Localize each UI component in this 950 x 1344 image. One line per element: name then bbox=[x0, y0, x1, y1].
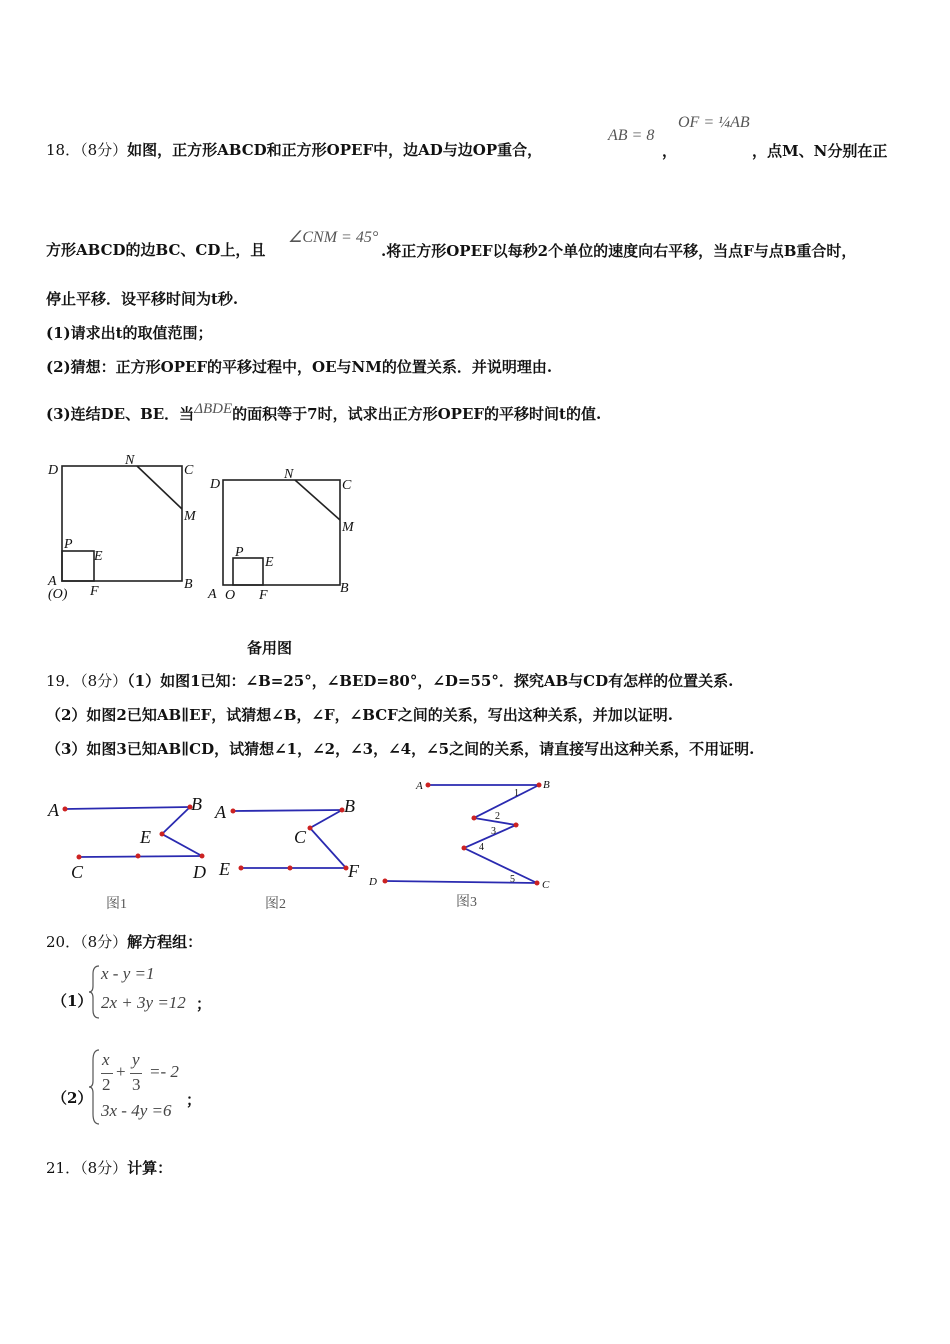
label-e2: E bbox=[265, 555, 274, 570]
q19-number: 19．（8分） bbox=[46, 672, 128, 690]
q21-number: 21．（8分） bbox=[46, 1159, 128, 1177]
label-p2: P bbox=[235, 545, 244, 560]
label-a2: A bbox=[208, 587, 217, 602]
label-p: P bbox=[64, 537, 73, 552]
q21-header bbox=[46, 1158, 172, 1178]
q18-caption: 备用图 bbox=[247, 639, 293, 657]
label-b: B bbox=[184, 577, 193, 592]
fig3-angle-3: 3 bbox=[491, 826, 496, 837]
fig1-label-b: B bbox=[191, 794, 202, 814]
fig3-label-b: B bbox=[543, 779, 550, 791]
q20-p2-x: x bbox=[102, 1050, 110, 1069]
label-o: (O) bbox=[48, 587, 68, 602]
fig3-label-d: D bbox=[369, 876, 377, 888]
q20-part2-label: （2） bbox=[52, 1089, 93, 1107]
q18-part3-pre: (3)连结DE、BE．当 bbox=[46, 405, 195, 423]
square-abcd-backup bbox=[223, 480, 340, 585]
q18-line1-post: ，点M、N分别在正 bbox=[752, 142, 888, 160]
label-f: F bbox=[90, 584, 99, 599]
q20-part1-label: （1） bbox=[52, 992, 93, 1010]
line-ab bbox=[65, 807, 190, 809]
q18-part3-post: 的面积等于7时，试求出正方形OPEF的平移时间t的值. bbox=[232, 405, 602, 423]
fig3-angle-4: 4 bbox=[479, 842, 484, 853]
q20-title: 解方程组： bbox=[127, 933, 203, 951]
segment-nm-backup bbox=[295, 480, 340, 520]
fig2-label-c: C bbox=[294, 827, 307, 847]
q18-line3: 停止平移．设平移时间为t秒. bbox=[46, 290, 239, 308]
q20-p1-eq2: 2x + 3y =12 bbox=[101, 993, 186, 1012]
q19-figure-1 bbox=[44, 790, 224, 915]
fig3-label-c: C bbox=[542, 879, 550, 891]
line-ab2 bbox=[233, 810, 342, 811]
q20-header bbox=[46, 932, 202, 952]
label-n: N bbox=[125, 453, 135, 468]
q20-number: 20．（8分） bbox=[46, 933, 128, 951]
square-opef-backup bbox=[233, 558, 263, 585]
square-abcd bbox=[62, 466, 182, 581]
q18-part1: (1)请求出t的取值范围； bbox=[46, 324, 213, 342]
q20-p2-denominator-3: 3 bbox=[132, 1075, 141, 1094]
q20-p2-fracbar-1 bbox=[101, 1073, 113, 1074]
label-c: C bbox=[184, 463, 194, 478]
fig2-label-f: F bbox=[348, 861, 359, 881]
q19-line1-text: （1）如图1已知：∠B=25°，∠BED=80°，∠D=55°．探究AB与CD有怎样的位置关系. bbox=[127, 672, 734, 690]
fig1-label-e: E bbox=[140, 827, 151, 847]
q18-line2 bbox=[46, 240, 265, 260]
fig1-label-c: C bbox=[71, 862, 84, 882]
label-b2: B bbox=[340, 581, 349, 596]
fig3-label-a: A bbox=[416, 780, 423, 792]
fig3-caption: 图3 bbox=[456, 895, 477, 910]
label-d: D bbox=[48, 463, 59, 478]
q18-line2-post: .将正方形OPEF以每秒2个单位的速度向右平移，当点F与点B重合时， bbox=[381, 242, 857, 260]
q18-line1 bbox=[46, 140, 542, 160]
line-bcf bbox=[310, 810, 346, 868]
q20-p2-denominator-2: 2 bbox=[102, 1075, 111, 1094]
q20-p2-rhs: =- 2 bbox=[149, 1062, 179, 1081]
label-a: A bbox=[48, 574, 57, 589]
label-c2: C bbox=[342, 478, 352, 493]
q20-part2-brace bbox=[88, 1048, 102, 1126]
fig2-label-e: E bbox=[219, 859, 230, 879]
line-cd bbox=[79, 856, 202, 857]
label-f2: F bbox=[259, 588, 268, 603]
fig3-angle-1: 1 bbox=[514, 788, 519, 799]
q19-figure-3 bbox=[362, 775, 562, 915]
q20-p2-plus: + bbox=[116, 1062, 126, 1081]
q20-p2-eq2: 3x - 4y =6 bbox=[101, 1101, 172, 1120]
q20-p1-eq1: x - y =1 bbox=[101, 964, 155, 983]
fig2-label-b: B bbox=[344, 796, 355, 816]
q19-line3: （3）如图3已知AB∥CD，试猜想∠1，∠2，∠3，∠4，∠5之间的关系，请直接写出这种关系，不用证明. bbox=[46, 740, 755, 758]
fig1-caption: 图1 bbox=[106, 897, 127, 912]
fig3-angle-5: 5 bbox=[510, 874, 515, 885]
q19-line2: （2）如图2已知AB∥EF，试猜想∠B，∠F，∠BCF之间的关系，写出这种关系，并加以证明. bbox=[46, 706, 674, 724]
q20-p2-end: ； bbox=[186, 1091, 202, 1109]
q18-comma: ， bbox=[662, 142, 678, 160]
label-m: M bbox=[184, 509, 196, 524]
label-n2: N bbox=[284, 467, 294, 482]
q19-figure-2 bbox=[212, 790, 382, 915]
q18-figure-main bbox=[40, 448, 210, 608]
fig2-label-a: A bbox=[215, 802, 226, 822]
q20-p2-fracbar-2 bbox=[130, 1073, 142, 1074]
label-e: E bbox=[94, 549, 103, 564]
q18-number: 18．（8分） bbox=[46, 141, 128, 159]
q18-part2: (2)猜想：正方形OPEF的平移过程中，OE与NM的位置关系．并说明理由. bbox=[46, 358, 553, 376]
math-triangle: ΔBDE bbox=[194, 401, 233, 417]
segment-nm bbox=[137, 466, 182, 509]
q19-line1 bbox=[46, 671, 733, 691]
fig3-angle-2: 2 bbox=[495, 811, 500, 822]
q18-line1-text: 如图，正方形ABCD和正方形OPEF中，边AD与边OP重合， bbox=[127, 141, 543, 159]
label-d2: D bbox=[210, 477, 221, 492]
label-o2: O bbox=[225, 588, 236, 603]
math-of: OF = ¼AB bbox=[678, 114, 750, 131]
square-opef bbox=[62, 551, 94, 581]
q18-line2-pre: 方形ABCD的边BC、CD上，且 bbox=[46, 241, 266, 259]
line-bed bbox=[162, 807, 202, 856]
fig2-caption: 图2 bbox=[265, 897, 286, 912]
q18-figure-backup bbox=[203, 462, 363, 607]
q20-p1-end: ； bbox=[196, 995, 212, 1013]
fig1-label-a: A bbox=[48, 800, 59, 820]
q20-p2-y: y bbox=[132, 1050, 140, 1069]
fig1-label-d: D bbox=[193, 862, 206, 882]
math-ab: AB = 8 bbox=[608, 127, 655, 144]
q21-title: 计算： bbox=[127, 1159, 173, 1177]
q18-part3 bbox=[46, 401, 602, 425]
line-zigzag bbox=[464, 785, 539, 883]
label-m2: M bbox=[342, 520, 354, 535]
q20-part1-brace bbox=[88, 964, 102, 1020]
math-angle: ∠CNM = 45° bbox=[288, 229, 379, 246]
